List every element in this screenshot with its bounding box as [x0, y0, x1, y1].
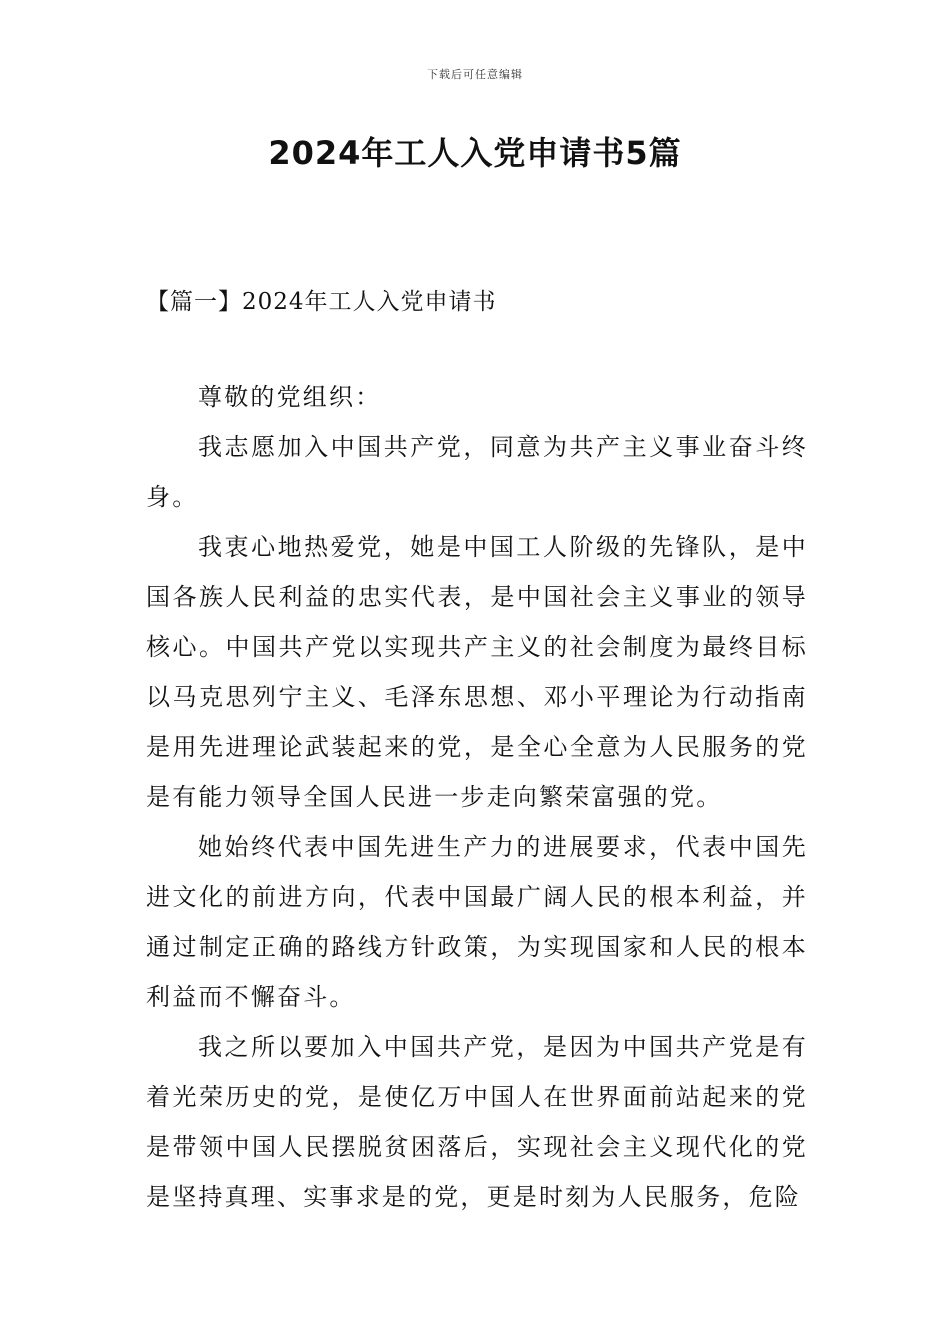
salutation: 尊敬的党组织： — [198, 383, 382, 411]
section-heading: 【篇一】2024年工人入党申请书 — [146, 289, 497, 315]
document-body — [146, 372, 808, 1222]
paragraph-2: 我衷心地热爱党，她是中国工人阶级的先锋队，是中国各族人民利益的忠实代表，是中国社会主义事业的领导核心。中国共产党以实现共产主义的社会制度为最终目标以马克思列宁主义、毛泽东思想、邓小平理论为行动指南是用先进理论武装起来的党，是全心全意为人民服务的党是有能力领导全国人民进一步走向繁荣富强的党。 — [146, 533, 808, 811]
document-title: 2024年工人入党申请书5篇 — [268, 134, 682, 172]
paragraph-3: 她始终代表中国先进生产力的进展要求，代表中国先进文化的前进方向，代表中国最广阔人民的根本利益，并通过制定正确的路线方针政策，为实现国家和人民的根本利益而不懈奋斗。 — [146, 833, 808, 1011]
paragraph-4: 我之所以要加入中国共产党，是因为中国共产党是有着光荣历史的党，是使亿万中国人在世界面前站起来的党是带领中国人民摆脱贫困落后，实现社会主义现代化的党是坚持真理、实事求是的党，更是时刻为人民服务，危险 — [146, 1033, 808, 1211]
paragraph-1: 我志愿加入中国共产党，同意为共产主义事业奋斗终身。 — [146, 433, 808, 511]
header-note: 下载后可任意编辑 — [427, 68, 523, 81]
